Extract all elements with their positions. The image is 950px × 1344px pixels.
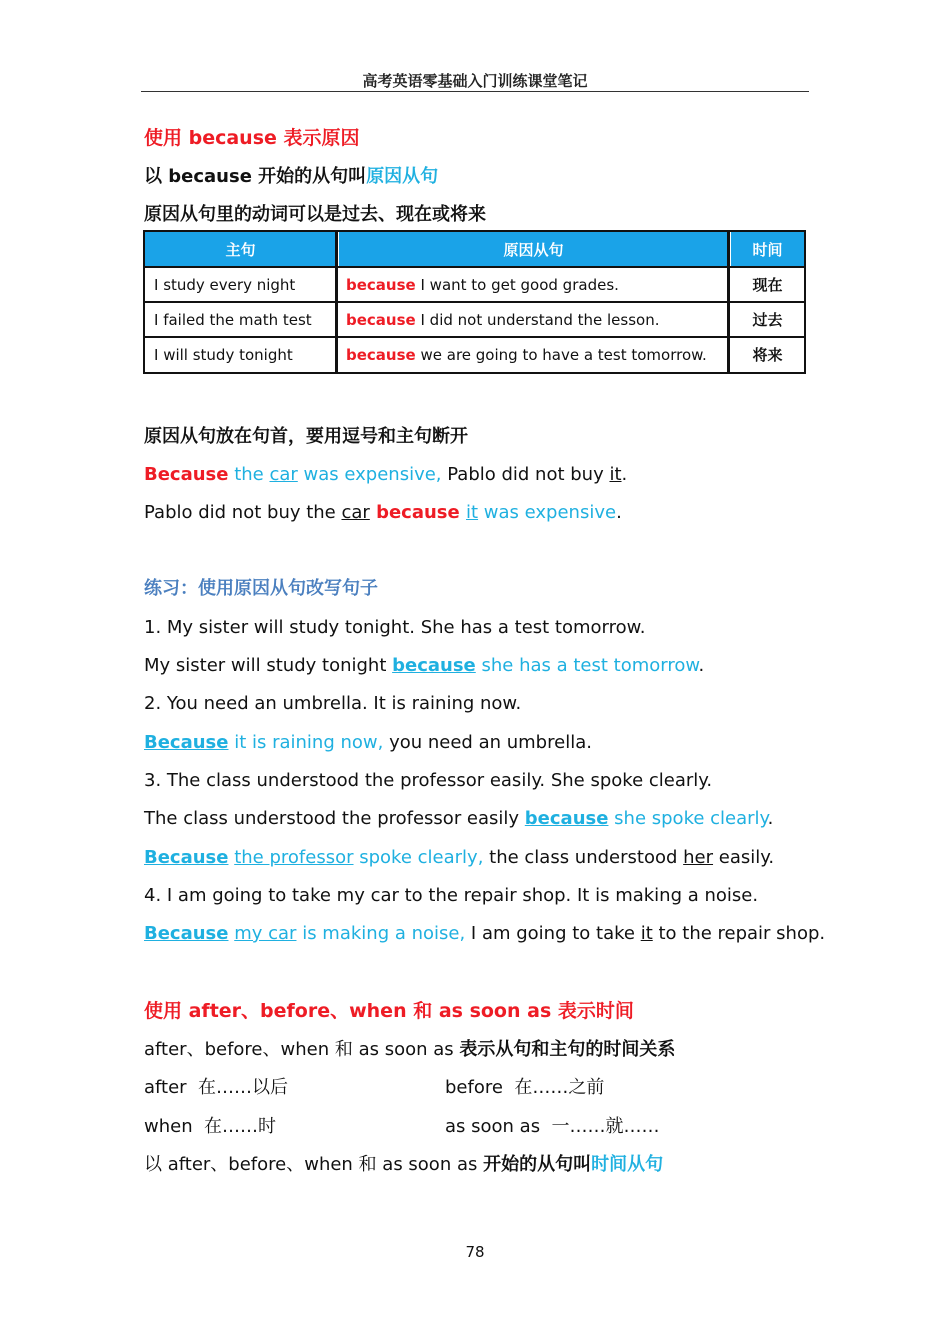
table-row-time: 将来 [752, 346, 783, 364]
because-keyword: because [369, 502, 466, 523]
clause-text: is making a noise, [296, 923, 466, 944]
practice-question-3: 3. The class understood the professor easily. She spoke clearly. [144, 770, 713, 791]
because-keyword: Because [144, 732, 229, 753]
meaning-when: when 在……时 [144, 1116, 277, 1137]
table-rule [335, 230, 338, 374]
example-sentence-2 [144, 501, 622, 525]
clause-text: was expensive, [297, 464, 442, 485]
table-row-time: 过去 [752, 311, 783, 329]
reason-text: I want to get good grades. [415, 275, 619, 294]
clause-text: she has a test tomorrow [475, 655, 699, 676]
main-text: her [683, 847, 714, 868]
main-text: My sister will study tonight [144, 655, 393, 676]
table-header-time: 时间 [731, 232, 804, 266]
because-keyword: because [346, 345, 416, 364]
because-keyword: because [346, 275, 416, 294]
practice-answer-3b [144, 846, 774, 870]
verb-tense-note: 原因从句里的动词可以是过去、现在或将来 [144, 204, 486, 225]
table-row-main: I will study tonight [154, 345, 293, 364]
because-keyword: Because [144, 847, 229, 868]
clause-text: it is raining now, [228, 732, 384, 753]
main-text: the class understood [483, 847, 684, 868]
table-row-reason [346, 268, 619, 301]
conjunction-list: after、before、when 和 as soon as [144, 1039, 460, 1060]
because-keyword: Because [144, 923, 229, 944]
meaning-after: after 在……以后 [144, 1077, 289, 1098]
meaning-before: before 在……之前 [445, 1077, 605, 1098]
reason-text: I did not understand the lesson. [415, 310, 660, 329]
reason-text: we are going to have a test tomorrow. [415, 345, 707, 364]
definition-text: 以 because 开始的从句叫 [144, 166, 367, 187]
example-sentence-1 [144, 463, 627, 487]
clause-text: was expensive [478, 502, 617, 523]
because-keyword: because [524, 808, 609, 829]
practice-answer-1 [144, 654, 704, 678]
clause-text: the professor [234, 847, 354, 868]
because-keyword: because [346, 310, 416, 329]
main-text: . [767, 808, 774, 829]
practice-answer-4 [144, 922, 825, 946]
main-text: I am going to take [465, 923, 641, 944]
main-text: to the repair shop. [652, 923, 826, 944]
main-text: . [621, 464, 628, 485]
main-text: easily. [713, 847, 775, 868]
main-text: . [616, 502, 622, 523]
definition-term: 原因从句 [366, 166, 439, 187]
table-row-main: I study every night [154, 275, 296, 294]
main-text: you need an umbrella. [383, 732, 592, 753]
because-keyword: because [392, 655, 476, 676]
practice-question-1: 1. My sister will study tonight. She has a test tomorrow. [144, 617, 646, 638]
practice-question-2: 2. You need an umbrella. It is raining now. [144, 693, 522, 714]
main-text: Pablo did not buy the [144, 502, 342, 523]
practice-question-4: 4. I am going to take my car to the repair shop. It is making a noise. [144, 885, 759, 906]
main-text: Pablo did not buy [441, 464, 610, 485]
table-row-time: 现在 [752, 276, 783, 294]
table-header-main: 主句 [145, 232, 336, 266]
clause-text: my car [234, 923, 297, 944]
time-clause-definition [144, 1153, 663, 1177]
page-number: 78 [465, 1243, 485, 1261]
main-text: The class understood the professor easily [144, 808, 525, 829]
definition-text: 开始的从句叫 [483, 1154, 592, 1175]
section-time-heading: 使用 after、before、when 和 as soon as 表示时间 [144, 1000, 634, 1022]
clause-text: it [466, 502, 479, 523]
time-relation-line [144, 1038, 675, 1062]
main-text: . [698, 655, 705, 676]
page-header-title: 高考英语零基础入门训练课堂笔记 [362, 72, 588, 90]
comma-rule-title: 原因从句放在句首，要用逗号和主句断开 [144, 426, 468, 447]
clause-text: spoke clearly, [353, 847, 484, 868]
practice-answer-2 [144, 731, 592, 755]
table-header-reason: 原因从句 [339, 232, 728, 266]
meaning-as-soon-as: as soon as 一……就…… [445, 1116, 660, 1137]
main-text: it [640, 923, 653, 944]
clause-text: she spoke clearly [608, 808, 768, 829]
because-clause-definition [144, 165, 438, 189]
practice-title: 练习：使用原因从句改写句子 [144, 578, 378, 599]
table-row-reason [346, 338, 707, 371]
main-text: car [341, 502, 370, 523]
definition-text: 以 after、before、when 和 as soon as [144, 1154, 484, 1175]
table-rule [727, 230, 730, 374]
main-text: it [609, 464, 622, 485]
because-keyword: Because [144, 464, 229, 485]
section-because-heading: 使用 because 表示原因 [144, 127, 360, 149]
relation-text: 表示从句和主句的时间关系 [459, 1039, 676, 1060]
clause-text: the [228, 464, 270, 485]
definition-term: 时间从句 [591, 1154, 664, 1175]
header-rule [141, 91, 809, 92]
clause-text: car [269, 464, 298, 485]
practice-answer-3a [144, 807, 773, 831]
table-row-reason [346, 303, 659, 336]
table-row-main: I failed the math test [154, 310, 312, 329]
